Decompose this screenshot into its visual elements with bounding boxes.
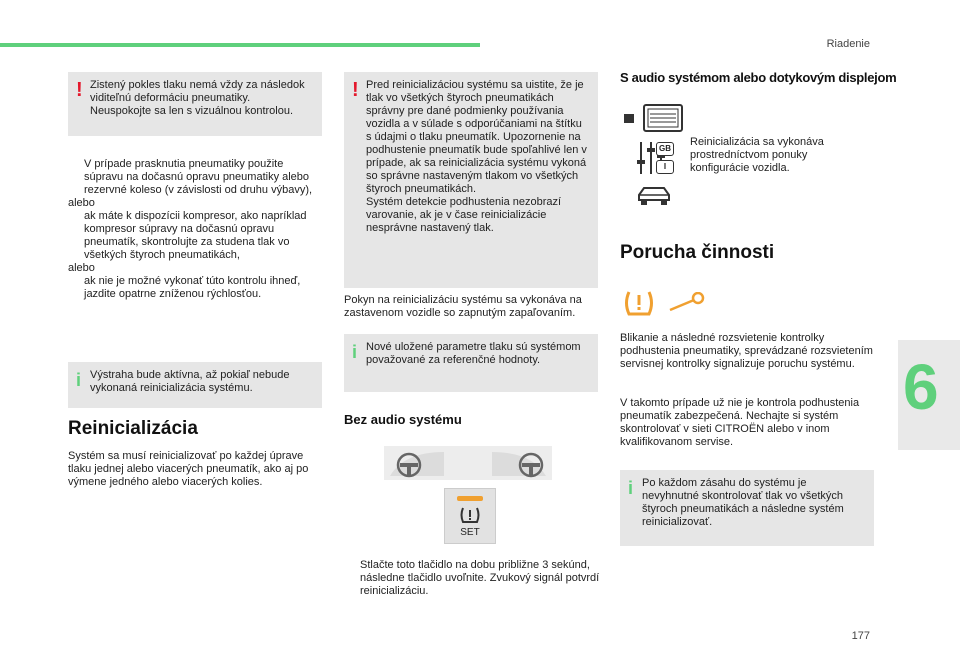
steering-wheel-icon (396, 452, 422, 478)
touchscreen-icon (624, 104, 684, 132)
list-item: ak máte k dispozícii kompresor, ako napríklad kompresor súpravy na dočasnú opravu pneumatík, skontrolujte za studena tlak vo všetkých štyroch pneumatikách, (68, 210, 324, 262)
section-title: Riadenie (826, 38, 870, 50)
service-paragraph: V takomto prípade už nie je kontrola podhustenia pneumatík zabezpečená. Nechajte si systém skontrolovať v sieti CITROËN alebo v inom kvalifikovanom servise. (620, 397, 860, 448)
list-item: V prípade prasknutia pneumatiky použite súpravu na dočasnú opravu pneumatiky alebo rezervné koleso (v závislosti od druhu výbavy), (68, 158, 324, 197)
language-badge: GB (656, 142, 674, 156)
bullet-icon (344, 559, 360, 598)
warning-icon: ! (352, 79, 359, 101)
bullet-icon (68, 210, 84, 262)
alebo-text: alebo (68, 262, 95, 274)
info-icon: i (352, 342, 358, 362)
info-note (68, 362, 322, 408)
alebo-text: alebo (68, 197, 95, 209)
info-icon: i (76, 370, 82, 390)
heading-s-audio: S audio systémom alebo dotykovým displejom (620, 70, 897, 85)
steering-wheel-icon (518, 452, 544, 478)
tpms-icon (622, 288, 656, 318)
step-item (344, 559, 600, 598)
heading-reinicializacia: Reinicializácia (68, 418, 198, 439)
info-text: Po každom zásahu do systému je nevyhnutné skontrolovať tlak vo všetkých štyroch pneumatikách a následne systém reinicializovať. (642, 477, 844, 528)
instruction-list (68, 158, 324, 301)
warning-icon: ! (76, 79, 83, 101)
info-icon: i (628, 478, 634, 498)
warning-note (68, 72, 322, 136)
warning-text: Zistený pokles tlaku nemá vždy za následok viditeľnú deformáciu pneumatiky. Neuspokojte sa len s vizuálnou kontrolou. (90, 79, 305, 117)
reinit-paragraph: Systém sa musí reinicializovať po každej úprave tlaku jednej alebo viacerých pneumatík, ako aj po výmene jedného alebo viacerých kolies. (68, 450, 309, 488)
info-badge: I (656, 160, 674, 174)
info-text: Výstraha bude aktívna, až pokiaľ nebude vykonaná reinicializácia systému. (90, 369, 290, 394)
set-label: SET (460, 527, 480, 538)
info-note (620, 470, 874, 546)
warning-note (344, 72, 598, 288)
info-text: Nové uložené parametre tlaku sú systémom považované za referenčné hodnoty. (366, 341, 581, 366)
car-icon (636, 184, 672, 208)
top-accent-bar (0, 43, 480, 47)
menu-instruction: Reinicializácia sa vykonáva prostredníctvom ponuky konfigurácie vozidla. (690, 136, 824, 174)
warning-text-2: Systém detekcie podhustenia nezobrazí varovanie, ak je v čase reinicializácie nesprávne nastavený tlak. (366, 196, 562, 234)
status-led (457, 496, 483, 501)
step-text: Stlačte toto tlačidlo na dobu približne 3 sekúnd, následne tlačidlo uvoľnite. Zvukový signál potvrdí reinicializáciu. (360, 559, 600, 597)
heading-porucha: Porucha činnosti (620, 242, 775, 263)
page-number: 177 (851, 630, 870, 642)
bullet-icon (68, 158, 84, 197)
tpms-reset-button[interactable] (444, 488, 496, 544)
heading-bez-audio: Bez audio systému (344, 412, 462, 427)
warning-text: Pred reinicializáciou systému sa uistite, že je tlak vo všetkých štyroch pneumatikách správny pre dané podmienky používania vozidla a v súlade s odporúčaniami na štítku s údajmi o tlaku pneumatík. Upozornenie na podhustenie pneumatík bude spoľahlivé len v prípade, ak sa reinicializácia systému vykoná so správne nastaveným tlakom vo všetkých štyroch pneumatikách. (366, 79, 587, 195)
info-note (344, 334, 598, 392)
list-item: ak nie je možné vykonať túto kontrolu ihneď, jazdite opatrne zníženou rýchlosťou. (68, 275, 324, 301)
failure-paragraph: Blikanie a následné rozsvietenie kontrolky podhustenia pneumatiky, sprevádzané rozsvietením servisnej kontrolky signalizuje poruchu systému. (620, 332, 873, 370)
procedure-paragraph: Pokyn na reinicializáciu systému sa vykonáva na zastavenom vozidle so zapnutým zapaľovaním. (344, 294, 582, 319)
wrench-icon (666, 292, 706, 314)
tpms-icon (458, 505, 482, 525)
bullet-icon (68, 275, 84, 301)
chapter-number: 6 (903, 351, 939, 423)
